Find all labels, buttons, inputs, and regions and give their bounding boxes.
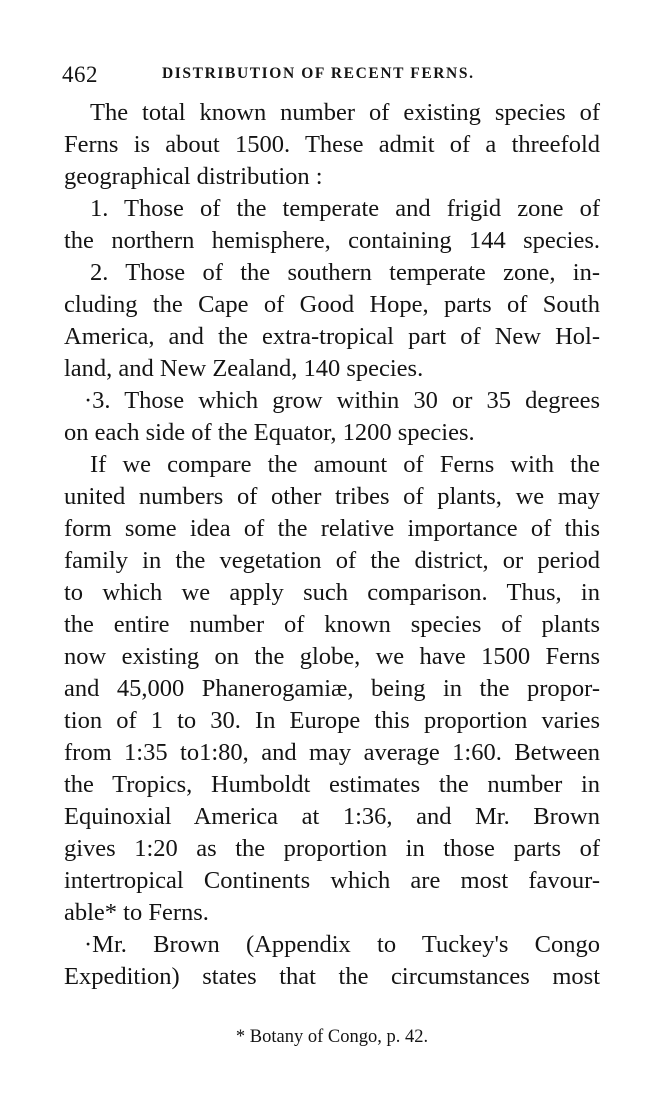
text-line: 2. Those of the southern temperate zone, in- bbox=[90, 259, 600, 286]
text-line: cluding the Cape of Good Hope, parts of South bbox=[64, 291, 600, 318]
text-line: the entire number of known species of plants bbox=[64, 611, 600, 638]
text-line: Equinoxial America at 1:36, and Mr. Brown bbox=[64, 803, 600, 830]
page-number: 462 bbox=[62, 62, 98, 87]
running-title: DISTRIBUTION OF RECENT FERNS. bbox=[162, 65, 475, 82]
paragraph bbox=[64, 97, 600, 193]
text-line: If we compare the amount of Ferns with the bbox=[90, 451, 600, 478]
text-line: family in the vegetation of the district, or period bbox=[64, 547, 600, 574]
text-line: on each side of the Equator, 1200 species. bbox=[64, 419, 475, 446]
text-line: ·3. Those which grow within 30 or 35 degrees bbox=[84, 387, 600, 414]
text-line: and 45,000 Phanerogamiæ, being in the propor- bbox=[64, 675, 600, 702]
page-body bbox=[64, 97, 600, 993]
text-line: Expedition) states that the circumstances most bbox=[64, 963, 600, 990]
text-line: united numbers of other tribes of plants, we may bbox=[64, 483, 600, 510]
text-line: form some idea of the relative importance of this bbox=[64, 515, 600, 542]
text-line: Ferns is about 1500. These admit of a threefold bbox=[64, 131, 600, 158]
text-line: now existing on the globe, we have 1500 Ferns bbox=[64, 643, 600, 670]
text-line: tion of 1 to 30. In Europe this proportion varies bbox=[64, 707, 600, 734]
text-line: ·Mr. Brown (Appendix to Tuckey's Congo bbox=[84, 931, 600, 958]
text-line: able* to Ferns. bbox=[64, 899, 209, 926]
page-header bbox=[62, 62, 602, 88]
paragraph bbox=[64, 257, 600, 385]
text-line: to which we apply such comparison. Thus, in bbox=[64, 579, 600, 606]
paragraph bbox=[64, 929, 600, 993]
text-line: geographical distribution : bbox=[64, 163, 323, 190]
text-line: intertropical Continents which are most favour- bbox=[64, 867, 600, 894]
text-line: The total known number of existing species of bbox=[90, 99, 600, 126]
text-line: the northern hemisphere, containing 144 species. bbox=[64, 227, 600, 254]
text-line: from 1:35 to1:80, and may average 1:60. Between bbox=[64, 739, 600, 766]
text-line: 1. Those of the temperate and frigid zone of bbox=[90, 195, 600, 222]
paragraph bbox=[64, 193, 600, 257]
text-line: gives 1:20 as the proportion in those parts of bbox=[64, 835, 600, 862]
paragraph bbox=[64, 385, 600, 449]
text-line: land, and New Zealand, 140 species. bbox=[64, 355, 424, 382]
paragraph bbox=[64, 449, 600, 929]
text-line: America, and the extra-tropical part of New Hol- bbox=[64, 323, 600, 350]
text-line: the Tropics, Humboldt estimates the number in bbox=[64, 771, 600, 798]
footnote: * Botany of Congo, p. 42. bbox=[235, 1027, 429, 1047]
